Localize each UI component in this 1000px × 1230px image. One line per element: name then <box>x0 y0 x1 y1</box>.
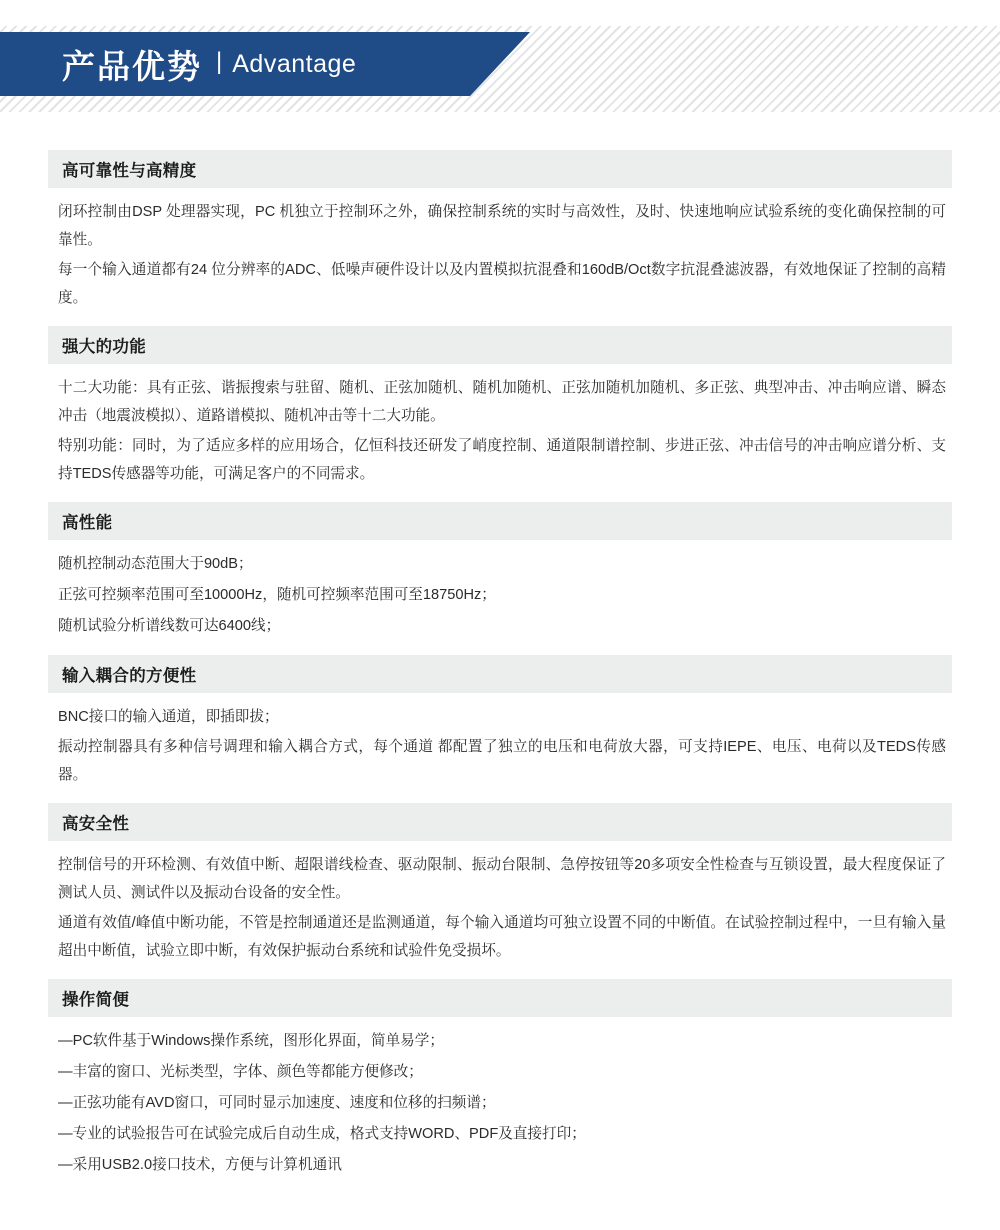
section-paragraph: —采用USB2.0接口技术，方便与计算机通讯 <box>58 1157 342 1173</box>
section-body <box>48 198 952 312</box>
banner-separator: | <box>216 48 223 75</box>
section-body <box>48 550 952 641</box>
section-title: 高可靠性与高精度 <box>62 162 197 180</box>
section-paragraph: 随机试验分析谱线数可达6400线； <box>58 618 281 634</box>
section-header <box>48 502 952 540</box>
section-header <box>48 979 952 1017</box>
section-paragraph: 十二大功能：具有正弦、谐振搜索与驻留、随机、正弦加随机、随机加随机、正弦加随机加随机、多正弦、典型冲击、冲击响应谱、瞬态冲击（地震波模拟）、道路谱模拟、随机冲击等十二大功能。 <box>58 380 946 424</box>
section-title: 强大的功能 <box>62 338 146 356</box>
section-paragraph: BNC接口的输入通道，即插即拔； <box>58 709 279 725</box>
section-paragraph: —丰富的窗口、光标类型，字体、颜色等都能方便修改； <box>58 1064 423 1080</box>
section-high-safety <box>48 803 952 965</box>
section-title: 高性能 <box>62 514 113 532</box>
advantage-content <box>0 120 1000 1230</box>
section-paragraph: 随机控制动态范围大于90dB； <box>58 556 253 572</box>
section-paragraph: —专业的试验报告可在试验完成后自动生成，格式支持WORD、PDF及直接打印； <box>58 1126 586 1142</box>
section-paragraph: 每一个输入通道都有24 位分辨率的ADC、低噪声硬件设计以及内置模拟抗混叠和160dB/Oct数字抗混叠滤波器，有效地保证了控制的高精度。 <box>58 262 946 306</box>
section-body <box>48 851 952 965</box>
banner-top-spacer <box>0 0 1000 26</box>
banner-bottom-spacer <box>0 112 1000 120</box>
section-header <box>48 150 952 188</box>
section-input-coupling <box>48 655 952 789</box>
section-paragraph: 正弦可控频率范围可至10000Hz，随机可控频率范围可至18750Hz； <box>58 587 496 603</box>
section-title: 输入耦合的方便性 <box>62 667 197 685</box>
section-paragraph: 闭环控制由DSP 处理器实现，PC 机独立于控制环之外，确保控制系统的实时与高效性，及时、快速地响应试验系统的变化确保控制的可靠性。 <box>58 204 946 248</box>
banner-title-en: Advantage <box>232 49 357 78</box>
section-paragraph: —正弦功能有AVD窗口，可同时显示加速度、速度和位移的扫频谱； <box>58 1095 496 1111</box>
page-banner <box>0 0 1000 120</box>
section-title: 高安全性 <box>62 815 130 833</box>
section-header <box>48 326 952 364</box>
section-title: 操作简便 <box>62 991 130 1009</box>
section-reliability-accuracy <box>48 150 952 312</box>
section-paragraph: 通道有效值/峰值中断功能，不管是控制通道还是监测通道，每个输入通道均可独立设置不同的中断值。在试验控制过程中，一旦有输入量超出中断值，试验立即中断，有效保护振动台系统和试验件免受损坏。 <box>58 915 946 959</box>
section-body <box>48 1027 952 1180</box>
section-paragraph: 控制信号的开环检测、有效值中断、超限谱线检查、驱动限制、振动台限制、急停按钮等20多项安全性检查与互锁设置，最大程度保证了测试人员、测试件以及振动台设备的安全性。 <box>58 857 946 901</box>
section-paragraph: —PC软件基于Windows操作系统，图形化界面，简单易学； <box>58 1033 444 1049</box>
section-high-performance <box>48 502 952 641</box>
section-paragraph: 特别功能：同时，为了适应多样的应用场合，亿恒科技还研发了峭度控制、通道限制谱控制、步进正弦、冲击信号的冲击响应谱分析、支持TEDS传感器等功能，可满足客户的不同需求。 <box>58 438 946 482</box>
section-header <box>48 655 952 693</box>
section-powerful-functions <box>48 326 952 488</box>
banner-title-cn: 产品优势 <box>62 47 202 85</box>
banner-title-group <box>62 32 356 96</box>
section-body <box>48 703 952 789</box>
section-paragraph: 振动控制器具有多种信号调理和输入耦合方式，每个通道 都配置了独立的电压和电荷放大器，可支持IEPE、电压、电荷以及TEDS传感器。 <box>58 739 946 783</box>
banner-arrow-shape <box>470 32 530 96</box>
section-header <box>48 803 952 841</box>
section-body <box>48 374 952 488</box>
section-easy-operation <box>48 979 952 1180</box>
